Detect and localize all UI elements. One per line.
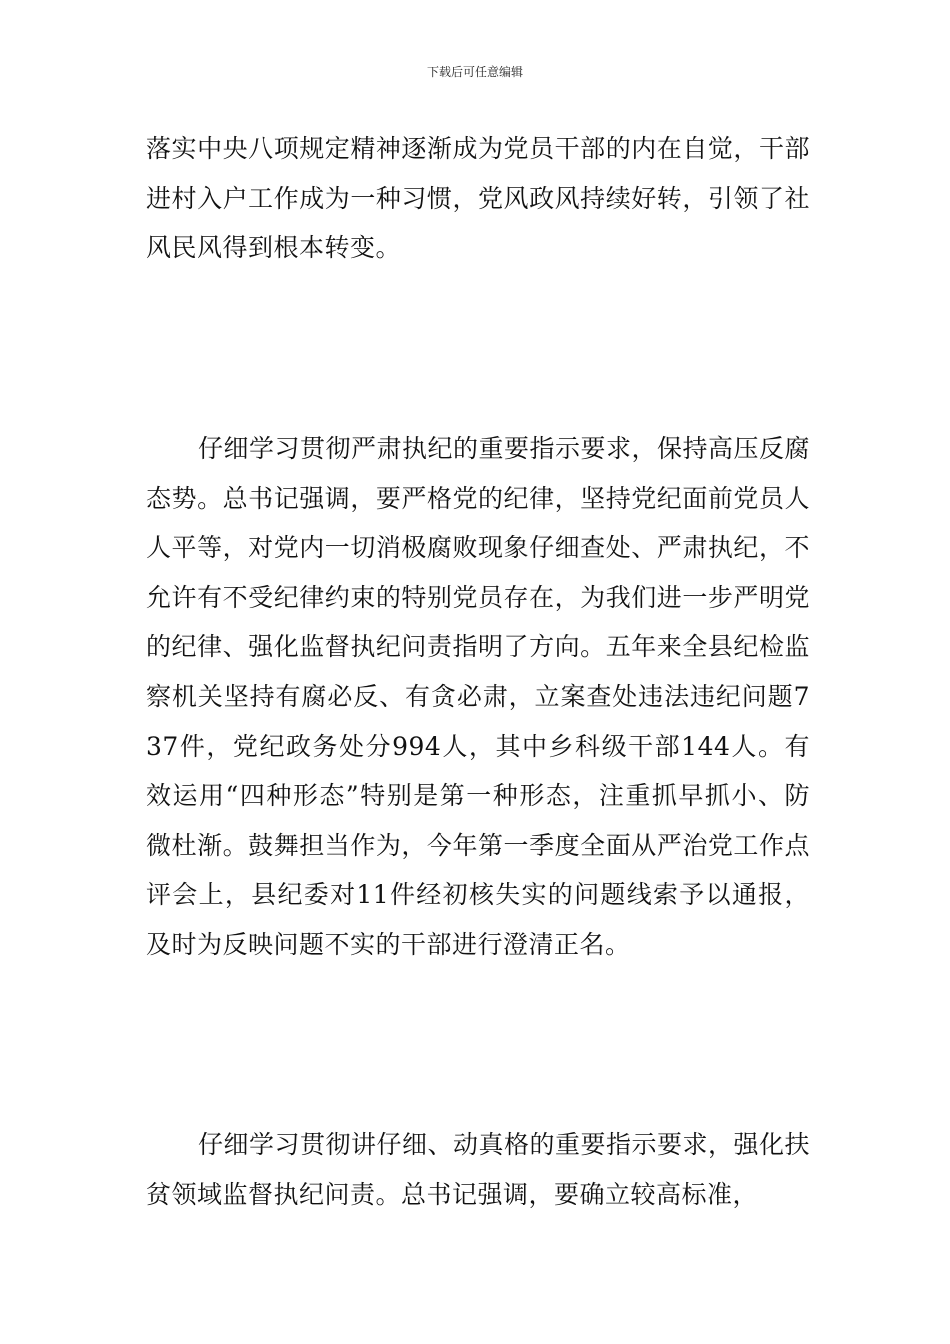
body-paragraph-3: 仔细学习贯彻讲仔细、动真格的重要指示要求，强化扶贫领域监督执纪问责。总书记强调，要确立较高标准， — [146, 1130, 811, 1209]
body-paragraph-2: 仔细学习贯彻严肃执纪的重要指示要求，保持高压反腐态势。总书记强调，要严格党的纪律，坚持党纪面前党员人人平等，对党内一切消极腐败现象仔细查处、严肃执纪，不允许有不受纪律约束的特别党员存在，为我们进一步严明党的纪律、强化监督执纪问责指明了方向。五年来全县纪检监察机关坚持有腐必反、有贪必肃，立案查处违法违纪问题737件，党纪政务处分994人，其中乡科级干部144人。有效运用“四种形态”特别是第一种形态，注重抓早抓小、防微杜渐。鼓舞担当作为，今年第一季度全面从严治党工作点评会上，县纪委对11件经初核失实的问题线索予以通报，及时为反映问题不实的干部进行澄清正名。 — [146, 434, 811, 959]
page-header-note: 下载后可任意编辑 — [426, 65, 523, 79]
body-paragraph-1: 落实中央八项规定精神逐渐成为党员干部的内在自觉，干部进村入户工作成为一种习惯，党风政风持续好转，引领了社风民风得到根本转变。 — [146, 134, 810, 263]
